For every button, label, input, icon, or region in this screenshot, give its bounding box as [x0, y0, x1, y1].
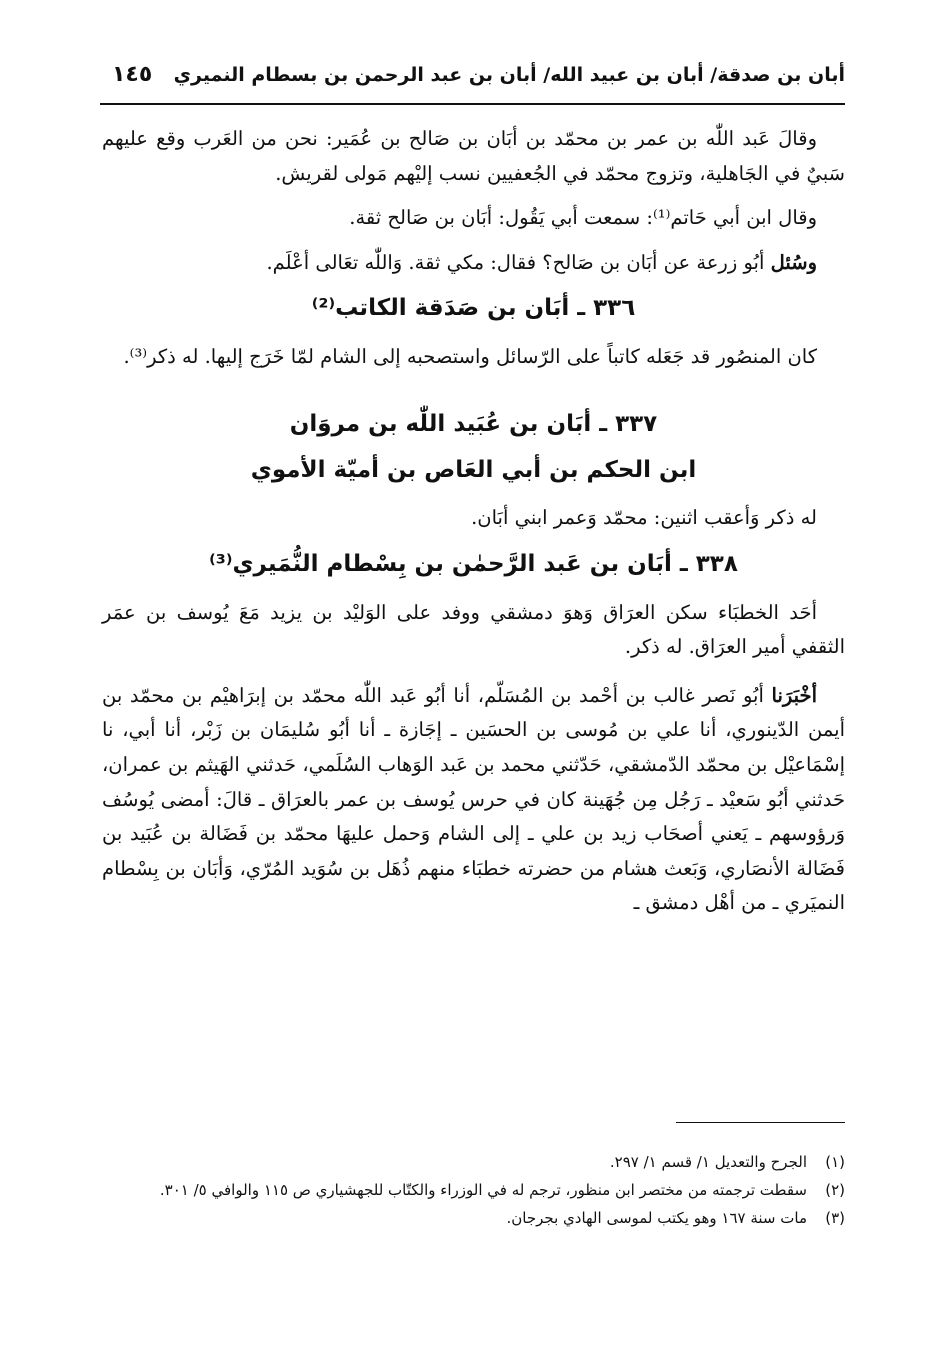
paragraph-2: وقال ابن أبي حَاتم⁽¹⁾: سمعت أبي يَقُول: أبَان بن صَالح ثقة. — [349, 206, 817, 230]
footnote-1 — [102, 1148, 845, 1176]
footnote-2 — [102, 1176, 845, 1204]
footnote-text: سقطت ترجمته من مختصر ابن منظور، ترجم له في الوزراء والكتّاب للجهشياري ص ١١٥ والوافي ٥/ ٣٠١. — [159, 1181, 807, 1199]
paragraph-6: أحَد الخطبَاء سكن العرَاق وَهوَ دمشقي ووفد على الوَليْد بن يزيد مَعَ يُوسف بن عمَر الثقفي أمير العرَاق. له ذكر. — [102, 600, 845, 659]
paragraph-3 — [102, 246, 845, 281]
footnote-number: (٢) — [825, 1181, 845, 1199]
paragraph-7 — [102, 679, 845, 921]
footnotes — [102, 1148, 845, 1232]
paragraph-7-text: أبُو نَصر غالب بن أحْمد بن المُسَلّم، أنا أبُو عَبد اللّٰه محمّد بن إبرَاهيْم بن محمّد بن أيمن الدّينوري، أنا علي بن مُوسى بن الحسَين ـ إجَازة ـ أنا أبُو سُليمَان بن زَبْر، أنا أبي، نا إسْمَاعيْل بن محمّد الدّمشقي، حَدّثني محمد بن عَبد الوَهاب السُلَمي، حَدثني الهَيثم بن عمران، حَدثني أبُو سَعيْد ـ رَجُل مِن جُهَينة كان في حرس يُوسف بن عمر بالعرَاق ـ قالَ: أمضى يُوسُف وَرؤوسهم ـ يَعني أصحَاب زيد بن علي ـ إلى الشام وَحمل عليهَا محمّد بن فَضَالة بن عُبَيد بن فَضَالة الأنصَاري، وَبَعث هشام من حضرته خطبَاء منهم ذُهَل بن سُوَيد المُرّي، وَأبَان بن بِسْطام النميَري ـ من أهْل دمشق ـ — [102, 683, 845, 915]
paragraph-3-text: أبُو زرعة عن أبَان بن صَالح؟ فقال: مكي ثقة. وَاللّٰه تعَالى أعْلَم. — [266, 250, 765, 274]
entry-heading-338: ٣٣٨ ـ أبَان بن عَبد الرَّحمٰن بن بِسْطام النُّمَيري⁽³⁾ — [209, 550, 738, 577]
paragraph-5: له ذكر وَأعقب اثنين: محمّد وَعمر ابني أبَان. — [471, 505, 817, 529]
paragraph-1: وقالَ عَبد اللّٰه بن عمر بن محمّد بن أبَان بن صَالح بن عُمَير: نحن من العَرب وقع عليهم سَبيٌ في الجَاهلية، وتزوج محمّد في الجُعفيين نسب إليْهم مَولى لقريش. — [102, 127, 845, 185]
footnote-number: (٣) — [825, 1209, 845, 1227]
footnote-divider — [676, 1122, 845, 1123]
running-header-title: أبان بن صدقة/ أبان بن عبيد الله/ أبان بن عبد الرحمن بن بسطام النميري — [173, 64, 845, 86]
entry-heading-337-line-2: ابن الحكم بن أبي العَاص بن أميّة الأموي — [250, 456, 697, 483]
footnote-text: الجرح والتعديل ١/ قسم ١/ ٢٩٧. — [609, 1153, 807, 1171]
entry-heading-337-line-1: ٣٣٧ ـ أبَان بن عُبَيد اللّٰه بن مروَان — [289, 410, 658, 437]
footnote-number: (١) — [825, 1153, 845, 1171]
running-header — [100, 58, 845, 100]
page-number: ١٤٥ — [112, 62, 153, 87]
footnote-text: مات سنة ١٦٧ وهو يكتب لموسى الهادي بجرجان. — [506, 1209, 807, 1227]
entry-heading-337 — [102, 401, 845, 493]
footnote-3 — [102, 1204, 845, 1232]
main-text — [102, 122, 845, 921]
paragraph-7-lead: أخْبَرَنا — [771, 683, 817, 707]
header-divider — [100, 103, 845, 105]
paragraph-3-lead: وسُئل — [770, 250, 817, 274]
paragraph-4: كان المنصُور قد جَعَله كاتباً على الرّسائل واستصحبه إلى الشام لمّا خَرَج إليها. له ذكر⁽³⁾. — [123, 345, 817, 369]
entry-heading-336: ٣٣٦ ـ أبَان بن صَدَقة الكاتب⁽²⁾ — [311, 295, 636, 322]
